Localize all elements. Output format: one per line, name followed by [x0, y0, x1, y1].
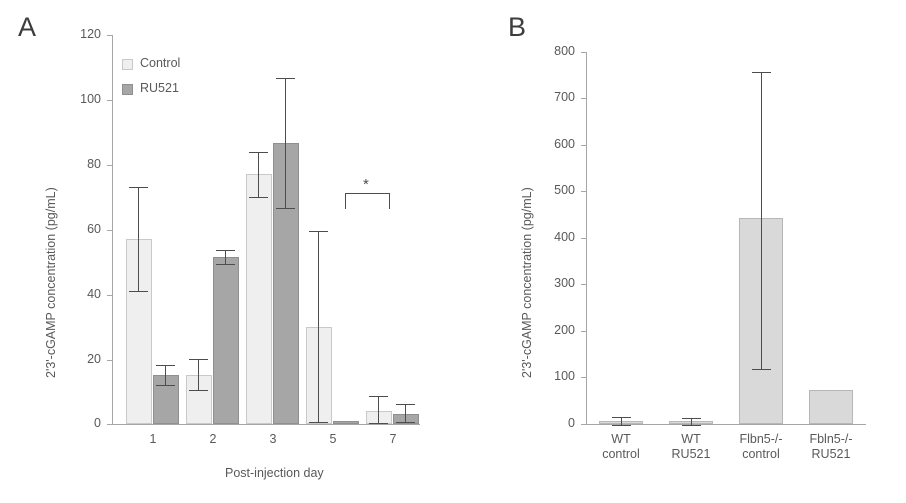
- panel-b-ytick-label: 0: [568, 416, 575, 430]
- errorbar-cap-top: [216, 250, 235, 251]
- xtick-line2: RU521: [671, 447, 711, 461]
- panel-a-x-axis-title: Post-injection day: [225, 466, 324, 480]
- errorbar-cap-bottom: [752, 369, 771, 370]
- panel-b-ytick-label: 300: [554, 276, 575, 290]
- errorbar-cap-top: [189, 359, 208, 360]
- panel-a-xtick-label-day7: 7: [389, 432, 397, 446]
- significance-bracket-day5: [345, 193, 390, 209]
- errorbar-control-day2: [198, 359, 199, 390]
- panel-b-ytick-label: 500: [554, 183, 575, 197]
- errorbar-cap-top: [276, 78, 295, 79]
- panel-b-xtick-label-fbln5-control: [726, 432, 796, 462]
- errorbar-control-day3: [258, 152, 259, 197]
- errorbar-ru521-day7: [405, 404, 406, 422]
- errorbar-wt-control: [621, 417, 622, 425]
- panel-a-ytick: [107, 230, 112, 231]
- errorbar-fbln5-control: [761, 72, 762, 369]
- errorbar-wt-ru521: [691, 418, 692, 425]
- panel-b-ytick: [581, 284, 586, 285]
- xtick-line2: control: [602, 447, 640, 461]
- errorbar-cap-bottom: [612, 425, 631, 426]
- panel-b-ytick: [581, 52, 586, 53]
- errorbar-cap-bottom: [156, 385, 175, 386]
- errorbar-cap-top: [682, 418, 701, 419]
- panel-b-ytick: [581, 377, 586, 378]
- panel-b-ytick-label: 800: [554, 44, 575, 58]
- panel-b-xtick-label-fbln5-ru521: [796, 432, 866, 462]
- panel-a-ytick: [107, 165, 112, 166]
- xtick-line1: WT: [611, 432, 631, 446]
- legend-label-ru521: RU521: [140, 81, 179, 95]
- errorbar-ru521-day2: [225, 250, 226, 264]
- errorbar-ru521-day1: [165, 365, 166, 385]
- errorbar-cap-top: [612, 417, 631, 418]
- panel-a-ytick-label: 80: [87, 157, 101, 171]
- panel-a-xtick-label-day5: 5: [329, 432, 337, 446]
- errorbar-cap-top: [752, 72, 771, 73]
- xtick-line1: Fbln5-/-: [809, 432, 853, 446]
- panel-a-ytick-label: 0: [94, 416, 101, 430]
- panel-b-ytick-label: 200: [554, 323, 575, 337]
- errorbar-cap-top: [129, 187, 148, 188]
- panel-b-ytick: [581, 98, 586, 99]
- panel-a-x-axis: [112, 424, 420, 425]
- panel-a-ytick-label: 120: [80, 27, 101, 41]
- panel-a-letter: A: [18, 12, 37, 42]
- xtick-line2: RU521: [811, 447, 851, 461]
- panel-b-xtick-label-wt-control: [586, 432, 656, 462]
- legend-label-control: Control: [140, 56, 181, 70]
- panel-a-xtick-label-day2: 2: [209, 432, 217, 446]
- bar-control-day5: [306, 327, 332, 424]
- bar-ru521-day2: [213, 257, 239, 424]
- panel-b-ytick: [581, 191, 586, 192]
- errorbar-cap-bottom: [189, 390, 208, 391]
- xtick-line1: WT: [681, 432, 701, 446]
- panel-a-y-axis-title: 2'3'-cGAMP concentration (pg/mL): [44, 187, 58, 378]
- bar-ru521-day1: [153, 375, 179, 424]
- legend-swatch-ru521-icon: [122, 84, 133, 95]
- errorbar-control-day1: [138, 187, 139, 291]
- bar-ru521-day3: [273, 143, 299, 424]
- panel-a-ytick-label: 40: [87, 287, 101, 301]
- errorbar-cap-bottom: [309, 422, 328, 423]
- errorbar-cap-top: [156, 365, 175, 366]
- panel-b-ytick-label: 400: [554, 230, 575, 244]
- errorbar-cap-bottom: [396, 422, 415, 423]
- errorbar-cap-bottom: [129, 291, 148, 292]
- panel-b-letter: B: [508, 12, 527, 42]
- panel-a-ytick: [107, 295, 112, 296]
- panel-b-xtick-label-wt-ru521: [656, 432, 726, 462]
- panel-a-ytick: [107, 360, 112, 361]
- panel-a-xtick-label-day3: 3: [269, 432, 277, 446]
- significance-star: *: [363, 176, 369, 193]
- panel-b-ytick: [581, 145, 586, 146]
- panel-b-y-axis-title: 2'3'-cGAMP concentration (pg/mL): [520, 187, 534, 378]
- errorbar-cap-bottom: [682, 425, 701, 426]
- errorbar-control-day7: [378, 396, 379, 423]
- legend-swatch-control-icon: [122, 59, 133, 70]
- panel-b-ytick: [581, 331, 586, 332]
- panel-a-ytick-label: 100: [80, 92, 101, 106]
- panel-a-ytick-label: 20: [87, 352, 101, 366]
- bar-fbln5-ru521: [809, 390, 853, 424]
- panel-a-ytick-label: 60: [87, 222, 101, 236]
- errorbar-control-day5: [318, 231, 319, 422]
- panel-b-ytick-label: 700: [554, 90, 575, 104]
- errorbar-cap-top: [309, 231, 328, 232]
- xtick-line1: Flbn5-/-: [739, 432, 783, 446]
- bar-ru521-day5: [333, 421, 359, 424]
- panel-a-ytick: [107, 35, 112, 36]
- xtick-line2: control: [742, 447, 780, 461]
- bar-control-day2: [186, 375, 212, 424]
- errorbar-cap-bottom: [369, 423, 388, 424]
- errorbar-cap-top: [369, 396, 388, 397]
- panel-a-xtick-label-day1: 1: [149, 432, 157, 446]
- errorbar-cap-top: [249, 152, 268, 153]
- errorbar-cap-bottom: [216, 264, 235, 265]
- bar-control-day1: [126, 239, 152, 424]
- errorbar-cap-bottom: [249, 197, 268, 198]
- bar-control-day3: [246, 174, 272, 424]
- errorbar-ru521-day3: [285, 78, 286, 208]
- errorbar-cap-top: [396, 404, 415, 405]
- panel-a-ytick: [107, 424, 112, 425]
- panel-b-y-axis: [586, 52, 587, 425]
- panel-b-ytick-label: 600: [554, 137, 575, 151]
- panel-b-ytick: [581, 238, 586, 239]
- panel-a-y-axis: [112, 35, 113, 425]
- errorbar-cap-bottom: [276, 208, 295, 209]
- panel-b-ytick: [581, 424, 586, 425]
- panel-b-ytick-label: 100: [554, 369, 575, 383]
- panel-a-ytick: [107, 100, 112, 101]
- panel-b-chart: [500, 0, 906, 503]
